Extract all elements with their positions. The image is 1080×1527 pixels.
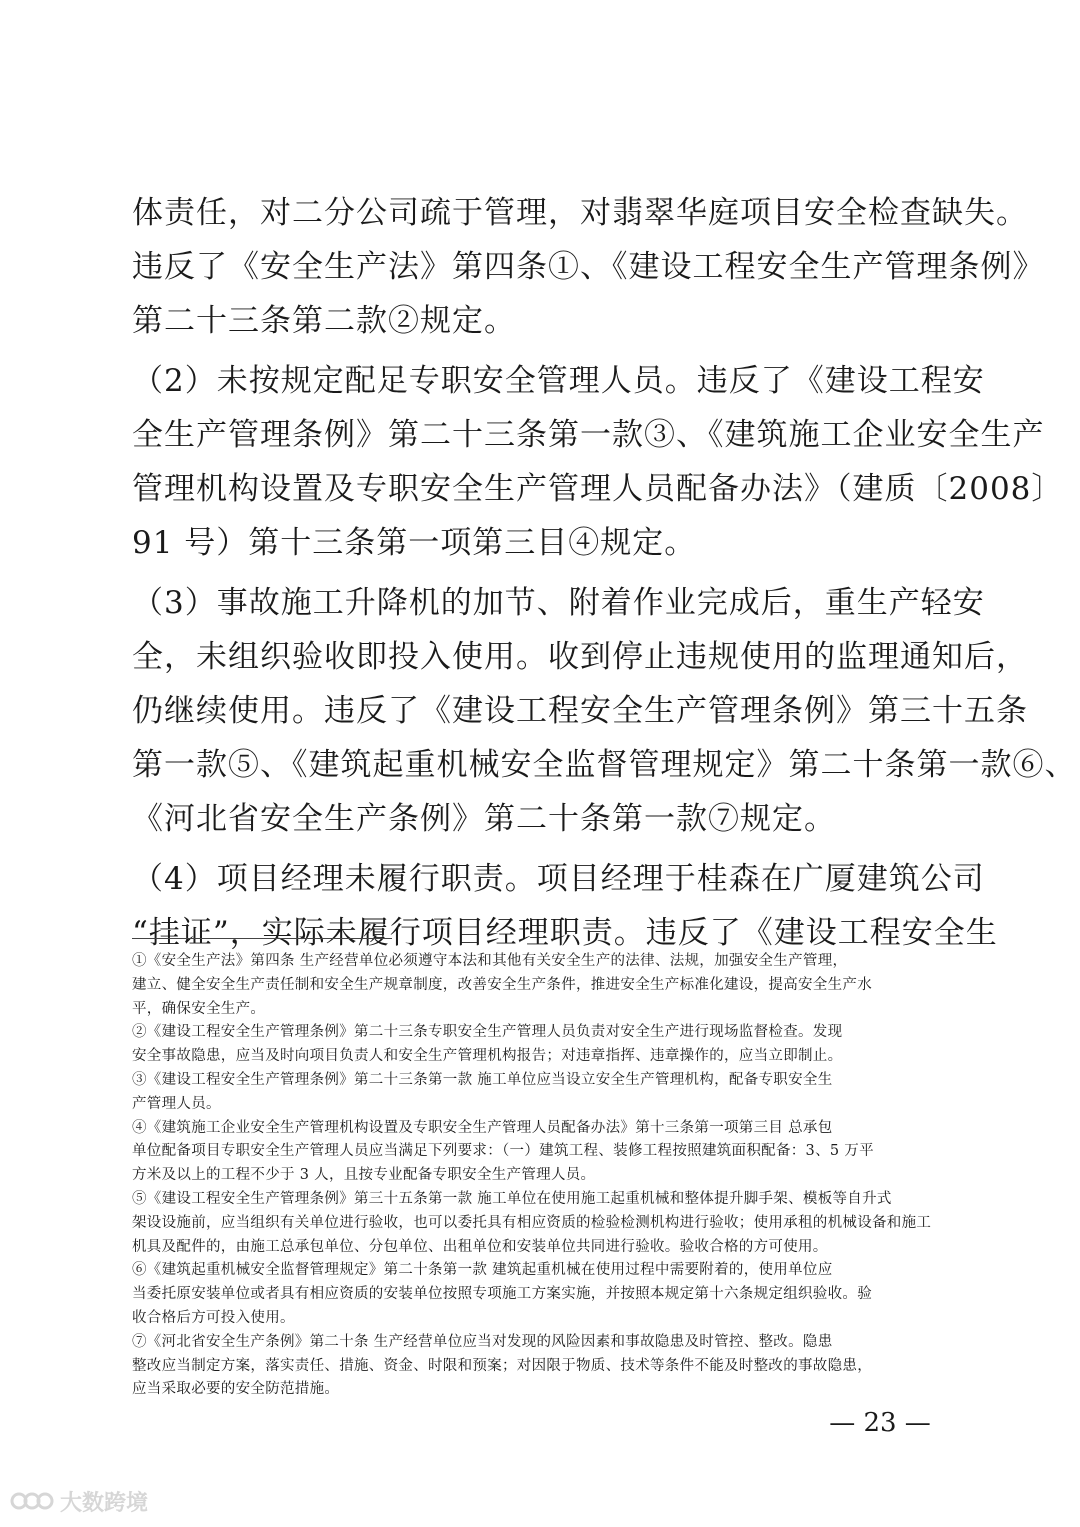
footnote-line: ③《建设工程安全生产管理条例》第二十三条第一款 施工单位应当设立安全生产管理机构，配备专职安全生 [132,1071,833,1088]
body-line: （2）未按规定配足专职安全管理人员。违反了《建设工程安 [132,363,985,399]
footnote-line: ⑤《建设工程安全生产管理条例》第三十五条第一款 施工单位在使用施工起重机械和整体提升脚手架、模板等自升式 [132,1190,892,1207]
footnote-line: ⑥《建筑起重机械安全监督管理规定》第二十条第一款 建筑起重机械在使用过程中需要附着的，使用单位应 [132,1262,833,1279]
footnotes [132,950,950,1402]
page-number: — 23 — [829,1408,931,1438]
footnote-line: 整改应当制定方案，落实责任、措施、资金、时限和预案；对因限于物质、技术等条件不能及时整改的事故隐患， [132,1357,872,1374]
footnote-line: 建立、健全安全生产责任制和安全生产规章制度，改善安全生产条件，推进安全生产标准化建设，提高安全生产水 [132,976,872,993]
body-line: 《河北省安全生产条例》第二十条第一款⑦规定。 [132,801,836,837]
body-line: 全生产管理条例》第二十三条第一款③、《建筑施工企业安全生产 [132,417,1045,453]
watermark-text: 大数跨境 [60,1490,149,1516]
footnote-line: 机具及配件的，由施工总承包单位、分包单位、出租单位和安装单位共同进行验收。验收合格的方可使用。 [132,1238,828,1255]
footnote-line: 安全事故隐患，应当及时向项目负责人和安全生产管理机构报告；对违章指挥、违章操作的，应当立即制止。 [132,1048,843,1065]
body-line: 体责任，对二分公司疏于管理，对翡翠华庭项目安全检查缺失。 [132,195,1028,231]
body-line: 违反了《安全生产法》第四条①、《建设工程安全生产管理条例》 [132,249,1045,285]
body-line: 仍继续使用。违反了《建设工程安全生产管理条例》第三十五条 [132,693,1028,729]
watermark [10,1486,148,1516]
body-line: 全，未组织验收即投入使用。收到停止违规使用的监理通知后， [132,639,1028,675]
footnote-line: 平，确保安全生产。 [132,1000,266,1017]
footnote-line: 当委托原安装单位或者具有相应资质的安装单位按照专项施工方案实施，并按照本规定第十六条规定组织验收。验 [132,1286,872,1303]
body-line: 91 号）第十三条第一项第三目④规定。 [132,525,697,561]
body-line: （3）事故施工升降机的加节、附着作业完成后，重生产轻安 [132,585,985,621]
footnote-separator [132,938,392,939]
footnote-line: 应当采取必要的安全防范措施。 [132,1381,340,1398]
footnote-line: 架设设施前，应当组织有关单位进行验收，也可以委托具有相应资质的检验检测机构进行验收；使用承租的机械设备和施工 [132,1214,932,1231]
footnote-line: ②《建设工程安全生产管理条例》第二十三条专职安全生产管理人员负责对安全生产进行现场监督检查。发现 [132,1024,843,1041]
body-line: （4）项目经理未履行职责。项目经理于桂森在广厦建筑公司 [132,861,985,897]
body-line: 第二十三条第二款②规定。 [132,303,516,339]
body-line: “挂证”，实际未履行项目经理职责。违反了《建设工程安全生 [132,915,998,951]
footnote-line: 收合格后方可投入使用。 [132,1309,295,1326]
watermark-logo-icon [10,1488,54,1514]
body-line: 第一款⑤、《建筑起重机械安全监督管理规定》第二十条第一款⑥、 [132,747,1077,783]
footnote-line: 方米及以上的工程不少于 3 人，且按专业配备专职安全生产管理人员。 [132,1167,596,1184]
footnote-line: ④《建筑施工企业安全生产管理机构设置及专职安全生产管理人员配备办法》第十三条第一项第三目 总承包 [132,1119,833,1136]
footnote-line: 单位配备项目专职安全生产管理人员应当满足下列要求：（一）建筑工程、装修工程按照建筑面积配备：3、5 万平 [132,1143,874,1160]
footnote-line: ⑦《河北省安全生产条例》第二十条 生产经营单位应当对发现的风险因素和事故隐患及时管控、整改。隐患 [132,1333,833,1350]
body-line: 管理机构设置及专职安全生产管理人员配备办法》（建质〔2008〕 [132,471,1064,507]
footnote-line: ①《安全生产法》第四条 生产经营单位必须遵守本法和其他有关安全生产的法律、法规，加强安全生产管理， [132,953,848,969]
main-text [132,186,1077,960]
footnote-line: 产管理人员。 [132,1095,221,1112]
